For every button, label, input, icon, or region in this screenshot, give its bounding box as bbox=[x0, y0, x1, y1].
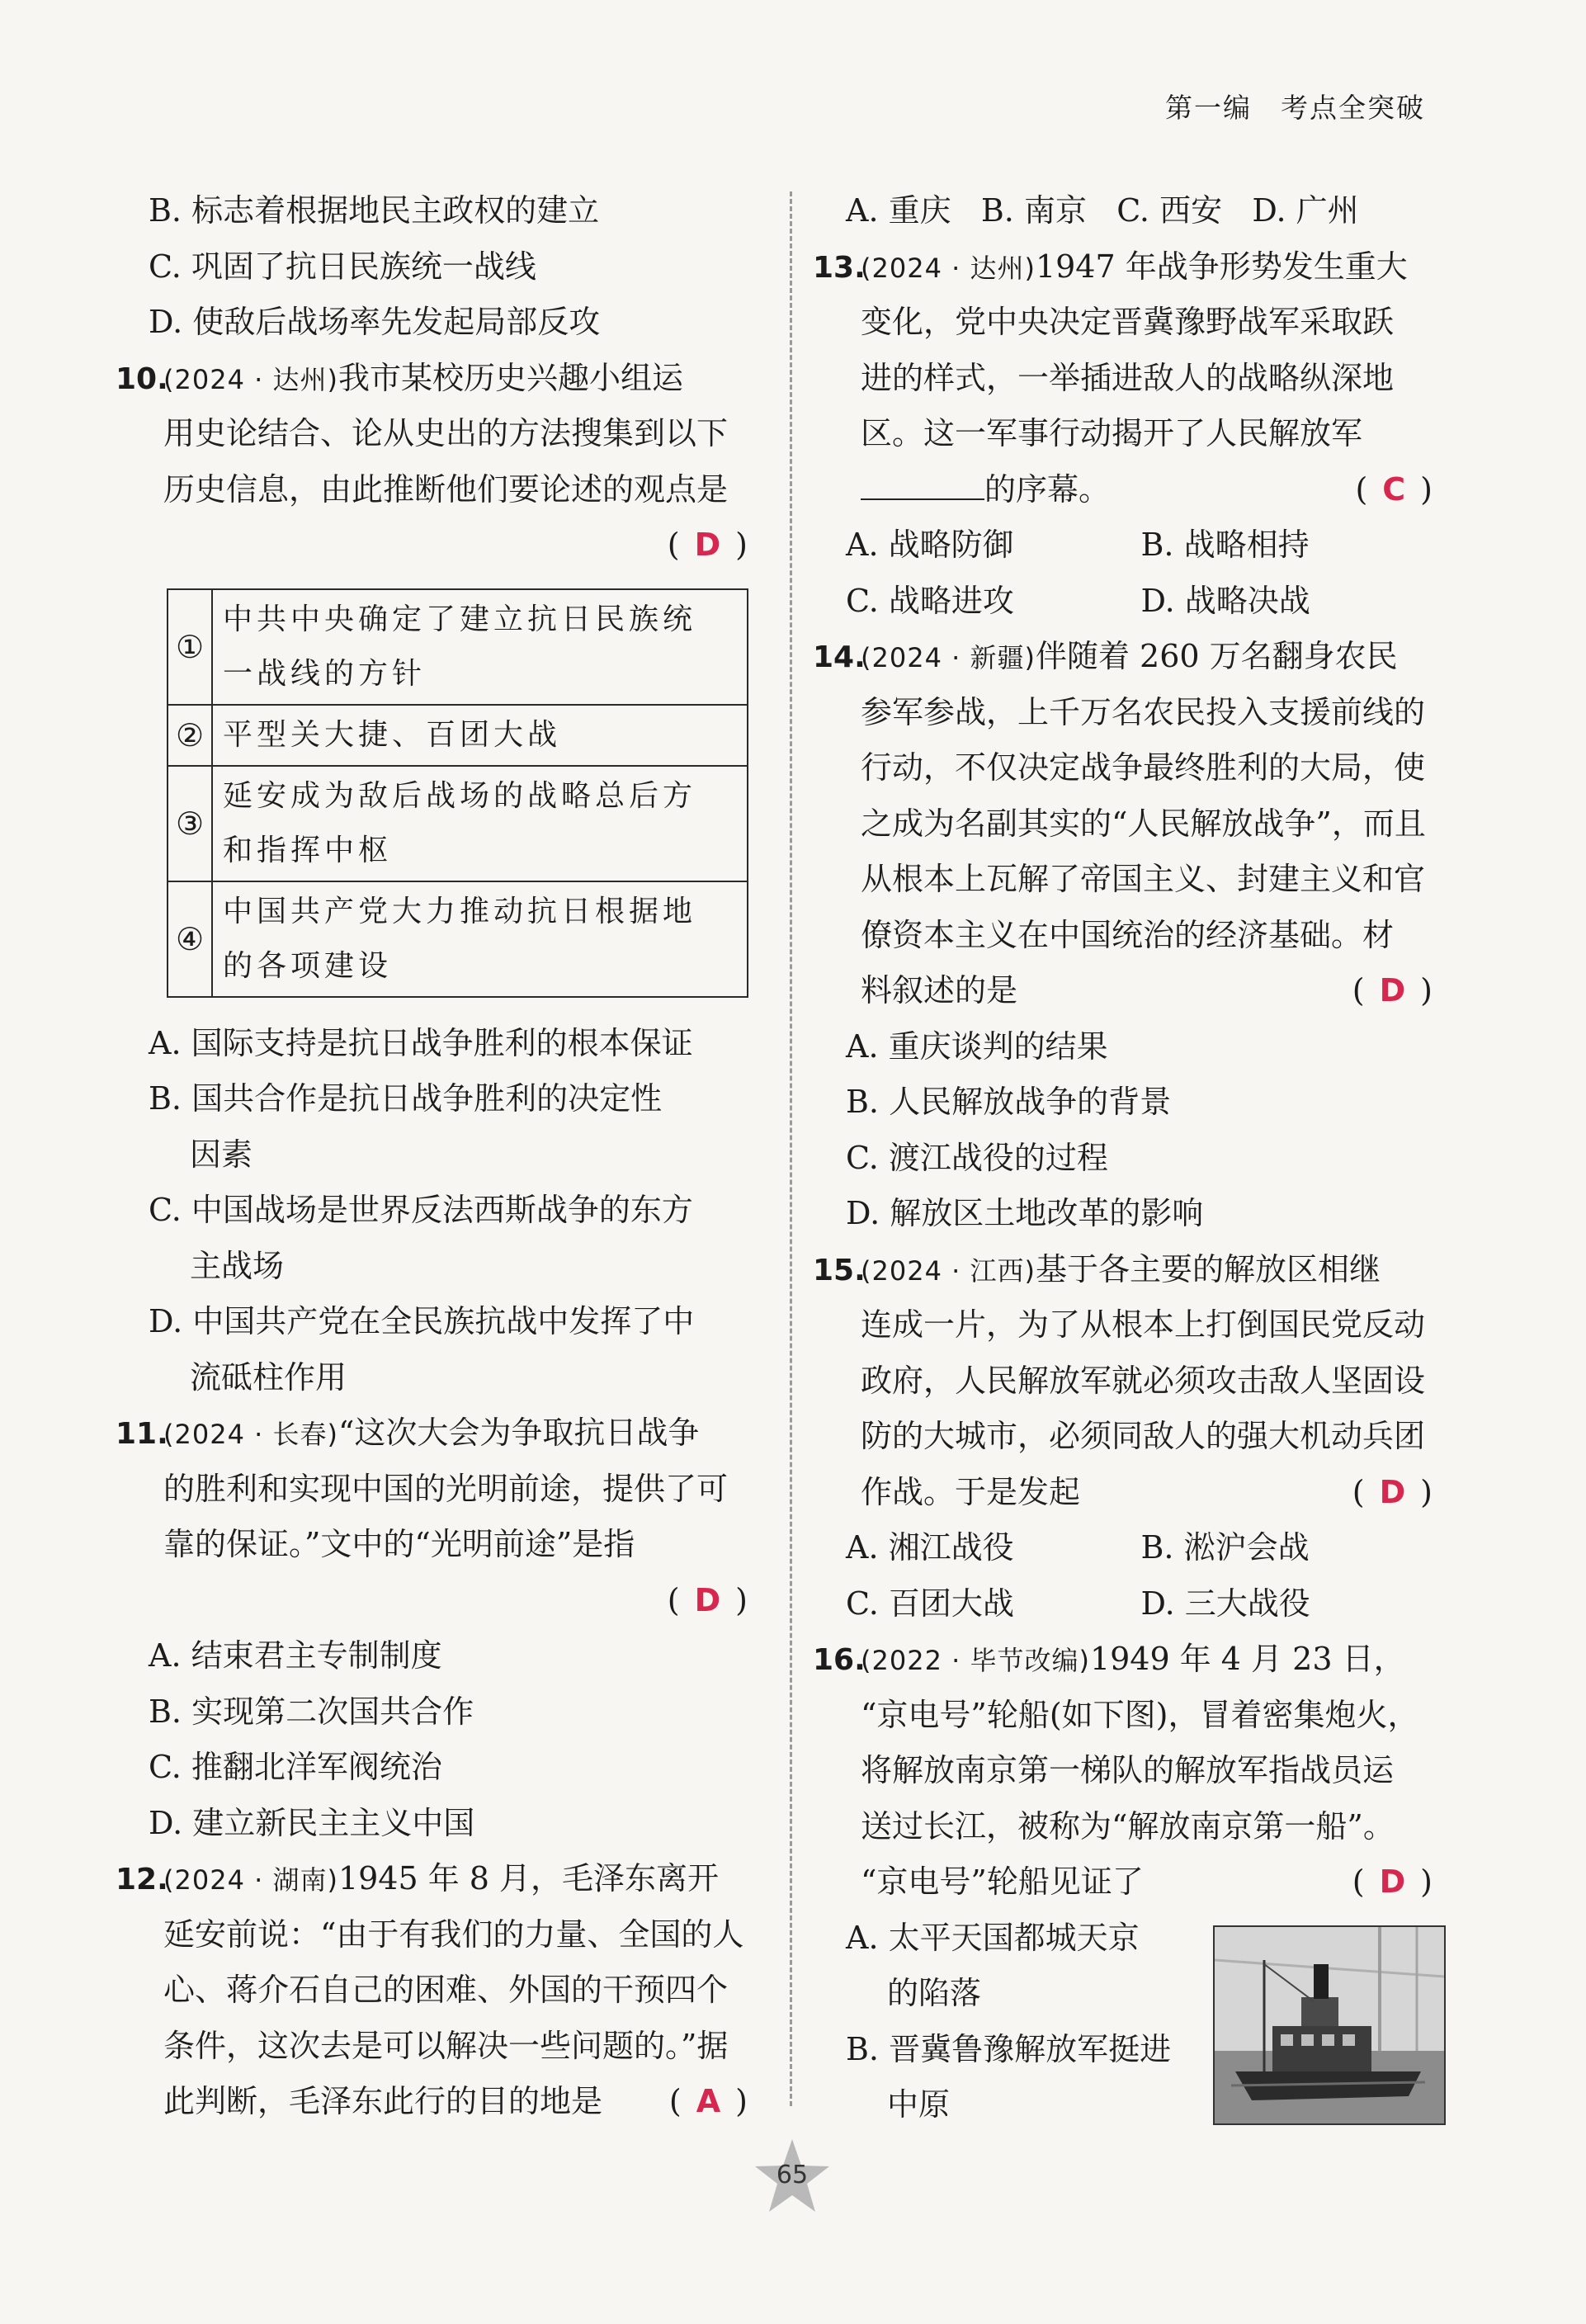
q10-option-a: A. 国际支持是抗日战争胜利的根本保证 bbox=[149, 1024, 693, 1061]
q16-option-a: A. 太平天国都城天京 bbox=[846, 1919, 1140, 1956]
q14-stem-line: 从根本上瓦解了帝国主义、封建主义和官 bbox=[861, 861, 1426, 897]
q11-option-a: A. 结束君主专制制度 bbox=[149, 1637, 442, 1674]
q12-stem-line: 心、蒋介石自己的困难、外国的干预四个 bbox=[163, 1972, 729, 2008]
q15-option-a: A. 湘江战役 bbox=[846, 1529, 1014, 1566]
q12-last-line bbox=[116, 2074, 751, 2130]
q14-stem-line: 僚资本主义在中国统治的经济基础。材 bbox=[861, 916, 1395, 953]
q15-stem-last: 作战。于是发起 bbox=[861, 1473, 1081, 1510]
page-header: 第一编 考点全突破 bbox=[1165, 92, 1425, 124]
column-divider bbox=[790, 191, 792, 2106]
q15-option-c: C. 百团大战 bbox=[846, 1585, 1014, 1622]
q16-number: 16. bbox=[813, 1643, 866, 1677]
q10-answer-letter: D bbox=[694, 527, 721, 563]
q13-number: 13. bbox=[813, 250, 866, 285]
q11-number: 11. bbox=[116, 1417, 168, 1451]
table-row-number: ② bbox=[168, 705, 212, 766]
q13-option-c: C. 战略进攻 bbox=[846, 582, 1014, 619]
q15-answer-letter: D bbox=[1379, 1473, 1406, 1510]
q10-answer: ( D ) bbox=[667, 527, 748, 563]
q10-number: 10. bbox=[116, 361, 168, 396]
question-10 bbox=[116, 351, 751, 1406]
q11-stem-line: 的胜利和实现中国的光明前途，提供了可 bbox=[163, 1470, 729, 1507]
q14-option-c: C. 渡江战役的过程 bbox=[846, 1139, 1108, 1176]
q9-option-d: D. 使敌后战场率先发起局部反攻 bbox=[149, 304, 601, 340]
q16-stem: 1949 年 4 月 23 日， bbox=[1089, 1641, 1405, 1677]
q13-stem-last: 的序幕。 bbox=[984, 470, 1111, 508]
q14-answer-letter: D bbox=[1379, 972, 1406, 1008]
q12-number: 12. bbox=[116, 1863, 168, 1897]
table-row-number: ④ bbox=[168, 881, 212, 997]
q15-answer: ( D ) bbox=[1352, 1473, 1433, 1510]
q12-answer: ( A ) bbox=[668, 2083, 748, 2119]
question-11 bbox=[116, 1405, 751, 1851]
q16-stem-last: “京电号”轮船见证了 bbox=[861, 1863, 1144, 1900]
q11-answer: ( D ) bbox=[667, 1581, 748, 1618]
q10-source: (2024 · 达州) bbox=[163, 363, 338, 395]
q14-number: 14. bbox=[813, 640, 866, 674]
question-12 bbox=[116, 1851, 751, 2130]
q16-source: (2022 · 毕节改编) bbox=[861, 1645, 1090, 1676]
q12-stem-line: 延安前说：“由于有我们的力量、全国的人 bbox=[163, 1915, 744, 1953]
q13-stem-line: 进的样式，一举插进敌人的战略纵深地 bbox=[861, 359, 1395, 396]
q14-option-d: D. 解放区土地改革的影响 bbox=[846, 1195, 1204, 1231]
right-column bbox=[813, 183, 1436, 2133]
q13-option-b: B. 战略相持 bbox=[1140, 527, 1310, 563]
q12-option-d: D. 广州 bbox=[1252, 192, 1359, 229]
q16-stem-line: 送过长江，被称为“解放南京第一船”。 bbox=[861, 1807, 1395, 1845]
ship-illustration bbox=[1215, 1927, 1444, 2123]
q10-source-table bbox=[167, 588, 748, 998]
q14-stem-line: 参军参战，上千万名农民投入支援前线的 bbox=[861, 693, 1426, 730]
table-row bbox=[168, 766, 748, 881]
q14-answer: ( D ) bbox=[1352, 972, 1433, 1008]
q15-stem-line: 防的大城市，必须同敌人的强大机动兵团 bbox=[861, 1418, 1426, 1454]
table-row-text: 延安成为敌后战场的战略总后方 和指挥中枢 bbox=[212, 766, 748, 881]
q16-last-line bbox=[813, 1854, 1436, 1911]
q13-answer-letter: C bbox=[1382, 470, 1406, 508]
jingdian-ship-photo bbox=[1213, 1925, 1446, 2125]
q12-stem-last: 此判断，毛泽东此行的目的地是 bbox=[163, 2083, 603, 2119]
q15-option-b: B. 淞沪会战 bbox=[1140, 1529, 1310, 1566]
table-row bbox=[168, 589, 748, 705]
q12-answer-letter: A bbox=[696, 2083, 721, 2119]
left-column bbox=[116, 183, 751, 2130]
table-row-text: 中共中央确定了建立抗日民族统 一战线的方针 bbox=[212, 589, 748, 705]
table-row-number: ① bbox=[168, 589, 212, 705]
q10-option-d-cont: 流砥柱作用 bbox=[190, 1358, 347, 1396]
q12-option-b: B. 南京 bbox=[980, 192, 1087, 229]
q14-option-b: B. 人民解放战争的背景 bbox=[846, 1084, 1172, 1120]
page-number: 65 bbox=[776, 2161, 809, 2189]
q13-stem: 1947 年战争形势发生重大 bbox=[1035, 248, 1408, 285]
q13-blank bbox=[861, 465, 984, 500]
page-number-badge bbox=[751, 2136, 833, 2218]
q12-options bbox=[813, 183, 1436, 239]
q13-option-d: D. 战略决战 bbox=[1140, 582, 1310, 619]
q12-option-c: C. 西安 bbox=[1116, 192, 1223, 229]
q14-last-line bbox=[813, 963, 1436, 1019]
q15-source: (2024 · 江西) bbox=[861, 1254, 1036, 1287]
q10-option-b-cont: 因素 bbox=[190, 1136, 253, 1173]
q14-stem-last: 料叙述的是 bbox=[861, 972, 1018, 1008]
q10-stem: 我市某校历史兴趣小组运 bbox=[337, 359, 683, 396]
q16-answer-letter: D bbox=[1379, 1863, 1406, 1900]
q16-option-a-cont: 的陷落 bbox=[887, 1975, 982, 2011]
table-row-number: ③ bbox=[168, 766, 212, 881]
q14-stem: 伴随着 260 万名翻身农民 bbox=[1035, 638, 1398, 674]
q15-stem-line: 政府，人民解放军就必须攻击敌人坚固设 bbox=[861, 1362, 1426, 1399]
question-15 bbox=[813, 1242, 1436, 1632]
q13-stem-line: 区。这一军事行动揭开了人民解放军 bbox=[861, 415, 1363, 451]
table-row-text: 中国共产党大力推动抗日根据地 的各项建设 bbox=[212, 881, 748, 997]
table-row-text: 平型关大捷、百团大战 bbox=[212, 705, 748, 766]
q11-option-b: B. 实现第二次国共合作 bbox=[149, 1693, 474, 1730]
q10-stem-line: 历史信息，由此推断他们要论述的观点是 bbox=[163, 470, 729, 508]
q10-option-c: C. 中国战场是世界反法西斯战争的东方 bbox=[149, 1192, 693, 1228]
q15-last-line bbox=[813, 1465, 1436, 1521]
question-14 bbox=[813, 629, 1436, 1242]
q15-option-d: D. 三大战役 bbox=[1140, 1585, 1310, 1622]
q15-stem-line: 连成一片，为了从根本上打倒国民党反动 bbox=[861, 1306, 1426, 1343]
q9-option-c: C. 巩固了抗日民族统一战线 bbox=[149, 248, 536, 285]
q10-option-d: D. 中国共产党在全民族抗战中发挥了中 bbox=[149, 1303, 695, 1339]
q9-option-b: B. 标志着根据地民主政权的建立 bbox=[149, 192, 600, 229]
q11-stem: “这次大会为争取抗日战争 bbox=[337, 1415, 700, 1451]
q12-stem-line: 条件，这次去是可以解决一些问题的。”据 bbox=[163, 2027, 729, 2064]
q13-answer: ( C ) bbox=[1355, 470, 1433, 508]
q10-option-b: B. 国共合作是抗日战争胜利的决定性 bbox=[149, 1080, 663, 1117]
q13-stem-line: 变化，党中央决定晋冀豫野战军采取跃 bbox=[861, 304, 1395, 340]
q11-source: (2024 · 长春) bbox=[163, 1419, 338, 1450]
q15-stem: 基于各主要的解放区相继 bbox=[1035, 1250, 1381, 1287]
q16-option-b: B. 晋冀鲁豫解放军挺进 bbox=[846, 2030, 1172, 2067]
q12-stem: 1945 年 8 月，毛泽东离开 bbox=[337, 1860, 720, 1897]
q15-number: 15. bbox=[813, 1253, 866, 1287]
q10-option-c-cont: 主战场 bbox=[190, 1247, 285, 1284]
q16-answer: ( D ) bbox=[1352, 1863, 1433, 1900]
question-13 bbox=[813, 239, 1436, 630]
table-row bbox=[168, 881, 748, 997]
q11-option-d: D. 建立新民主主义中国 bbox=[149, 1804, 475, 1841]
q14-stem-line: 之成为名副其实的“人民解放战争”，而且 bbox=[861, 805, 1426, 842]
q11-answer-letter: D bbox=[694, 1581, 721, 1618]
q12-source: (2024 · 湖南) bbox=[163, 1864, 338, 1896]
q10-stem-line: 用史论结合、论从史出的方法搜集到以下 bbox=[163, 415, 729, 451]
table-row bbox=[168, 705, 748, 766]
q11-stem-line: 靠的保证。”文中的“光明前途”是指 bbox=[163, 1526, 635, 1562]
q13-option-a: A. 战略防御 bbox=[846, 527, 1014, 563]
q14-stem-line: 行动，不仅决定战争最终胜利的大局，使 bbox=[861, 749, 1426, 786]
q12-option-a: A. 重庆 bbox=[846, 192, 951, 229]
q16-stem-line: 将解放南京第一梯队的解放军指战员运 bbox=[861, 1752, 1395, 1788]
q13-last-line bbox=[813, 462, 1436, 518]
q11-option-c: C. 推翻北洋军阀统治 bbox=[149, 1749, 442, 1785]
q16-stem-line: “京电号”轮船(如下图)，冒着密集炮火， bbox=[861, 1696, 1419, 1733]
q14-source: (2024 · 新疆) bbox=[861, 642, 1036, 673]
q14-option-a: A. 重庆谈判的结果 bbox=[846, 1027, 1108, 1065]
q13-source: (2024 · 达州) bbox=[861, 252, 1036, 284]
q16-option-b-cont: 中原 bbox=[887, 2086, 951, 2123]
